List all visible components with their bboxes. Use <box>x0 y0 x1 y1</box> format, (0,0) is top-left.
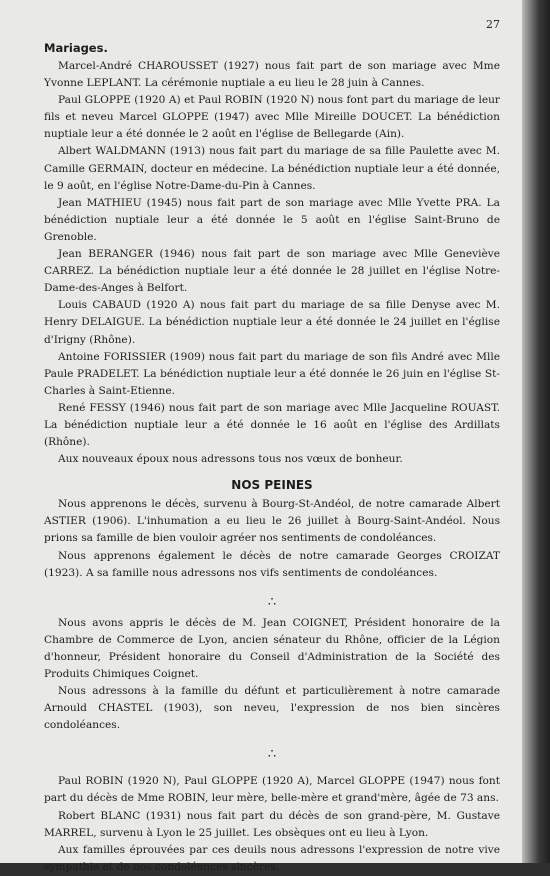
section-mariages <box>44 41 500 468</box>
paragraph: Robert BLANC (1931) nous fait part du décès de son grand-père, M. Gustave MARREL, survenu à Lyon le 25 juillet. Les obsèques ont eu lieu à Lyon. <box>44 809 500 839</box>
separator-asterism: ∴ <box>267 594 277 610</box>
paragraph: Aux nouveaux époux nous adressons tous nos vœux de bonheur. <box>58 453 403 466</box>
page-number: 27 <box>486 18 500 31</box>
paragraph: Louis CABAUD (1920 A) nous fait part du mariage de sa fille Denyse avec M. Henry DELAIGUE. La bénédiction nuptiale leur a été donnée le 24 juillet en l'église d'Irigny (Rhône). <box>44 299 500 346</box>
paragraph: Nous apprenons également le décès de notre camarade Georges CROIZAT (1923). A sa famille nous adressons nos vifs sentiments de condoléances. <box>44 549 500 579</box>
separator-asterism: ∴ <box>267 747 277 763</box>
section-heading-mariages: Mariages. <box>44 41 108 55</box>
paragraph: Jean MATHIEU (1945) nous fait part de son mariage avec Mlle Yvette PRA. La bénédiction nuptiale leur a été donnée le 5 août en l'église Saint-Bruno de Grenoble. <box>44 196 500 243</box>
paragraph: Albert WALDMANN (1913) nous fait part du mariage de sa fille Paulette avec M. Camille GERMAIN, docteur en médecine. La bénédiction nuptiale leur a été donnée, le 9 août, en l'église Notre-Dame-du-Pin à Cannes. <box>44 145 500 192</box>
paragraph: Nous adressons à la famille du défunt et particulièrement à notre camarade Arnould CHASTEL (1903), son neveu, l'expression de nos bien sincères condoléances. <box>44 685 500 732</box>
paragraph: René FESSY (1946) nous fait part de son mariage avec Mlle Jacqueline ROUAST. La bénédiction nuptiale leur a été donnée le 16 août en l'église des Ardillats (Rhône). <box>44 401 500 449</box>
paragraph: Aux familles éprouvées par ces deuils nous adressons l'expression de notre vive sympathie et de nos condoléances sincères. <box>44 843 500 873</box>
paragraph: Nous avons appris le décès de M. Jean COIGNET, Président honoraire de la Chambre de Commerce de Lyon, ancien sénateur du Rhône, officier de la Légion d'honneur, Président honoraire du Conseil d'Administration de la Société des Produits Chimiques Coignet. <box>44 616 500 680</box>
paragraph: Jean BERANGER (1946) nous fait part de son mariage avec Mlle Geneviève CARREZ. La bénédiction nuptiale leur a été donnée le 28 juillet en l'église Notre-Dame-des-Anges à Belfort. <box>44 248 500 295</box>
section-heading-nos-peines: NOS PEINES <box>231 478 313 493</box>
paragraph: Antoine FORISSIER (1909) nous fait part du mariage de son fils André avec Mlle Paule PRADELET. La bénédiction nuptiale leur a été donnée le 26 juin en l'église St-Charles à Saint-Etienne. <box>44 350 500 397</box>
paragraph: Nous apprenons le décès, survenu à Bourg-St-Andéol, de notre camarade Albert ASTIER (1906). L'inhumation a eu lieu le 26 juillet à Bourg-Saint-Andéol. Nous prions sa famille de bien vouloir agréer nos sentiments de condoléances. <box>44 498 500 545</box>
section-nos-peines <box>44 478 500 876</box>
paragraph: Marcel-André CHAROUSSET (1927) nous fait part de son mariage avec Mme Yvonne LEPLANT. La cérémonie nuptiale a eu lieu le 28 juin à Cannes. <box>44 60 500 90</box>
paragraph: Paul GLOPPE (1920 A) et Paul ROBIN (1920 N) nous font part du mariage de leur fils et neveu Marcel GLOPPE (1947) avec Mlle Mireille DOUCET. La bénédiction nuptiale leur a été donnée le 2 août en l'église de Bellegarde (Ain). <box>44 94 500 141</box>
page-binding-shadow <box>522 0 550 863</box>
paragraph: Paul ROBIN (1920 N), Paul GLOPPE (1920 A), Marcel GLOPPE (1947) nous font part du décès de Mme ROBIN, leur mère, belle-mère et grand'mère, âgée de 73 ans. <box>44 775 500 805</box>
